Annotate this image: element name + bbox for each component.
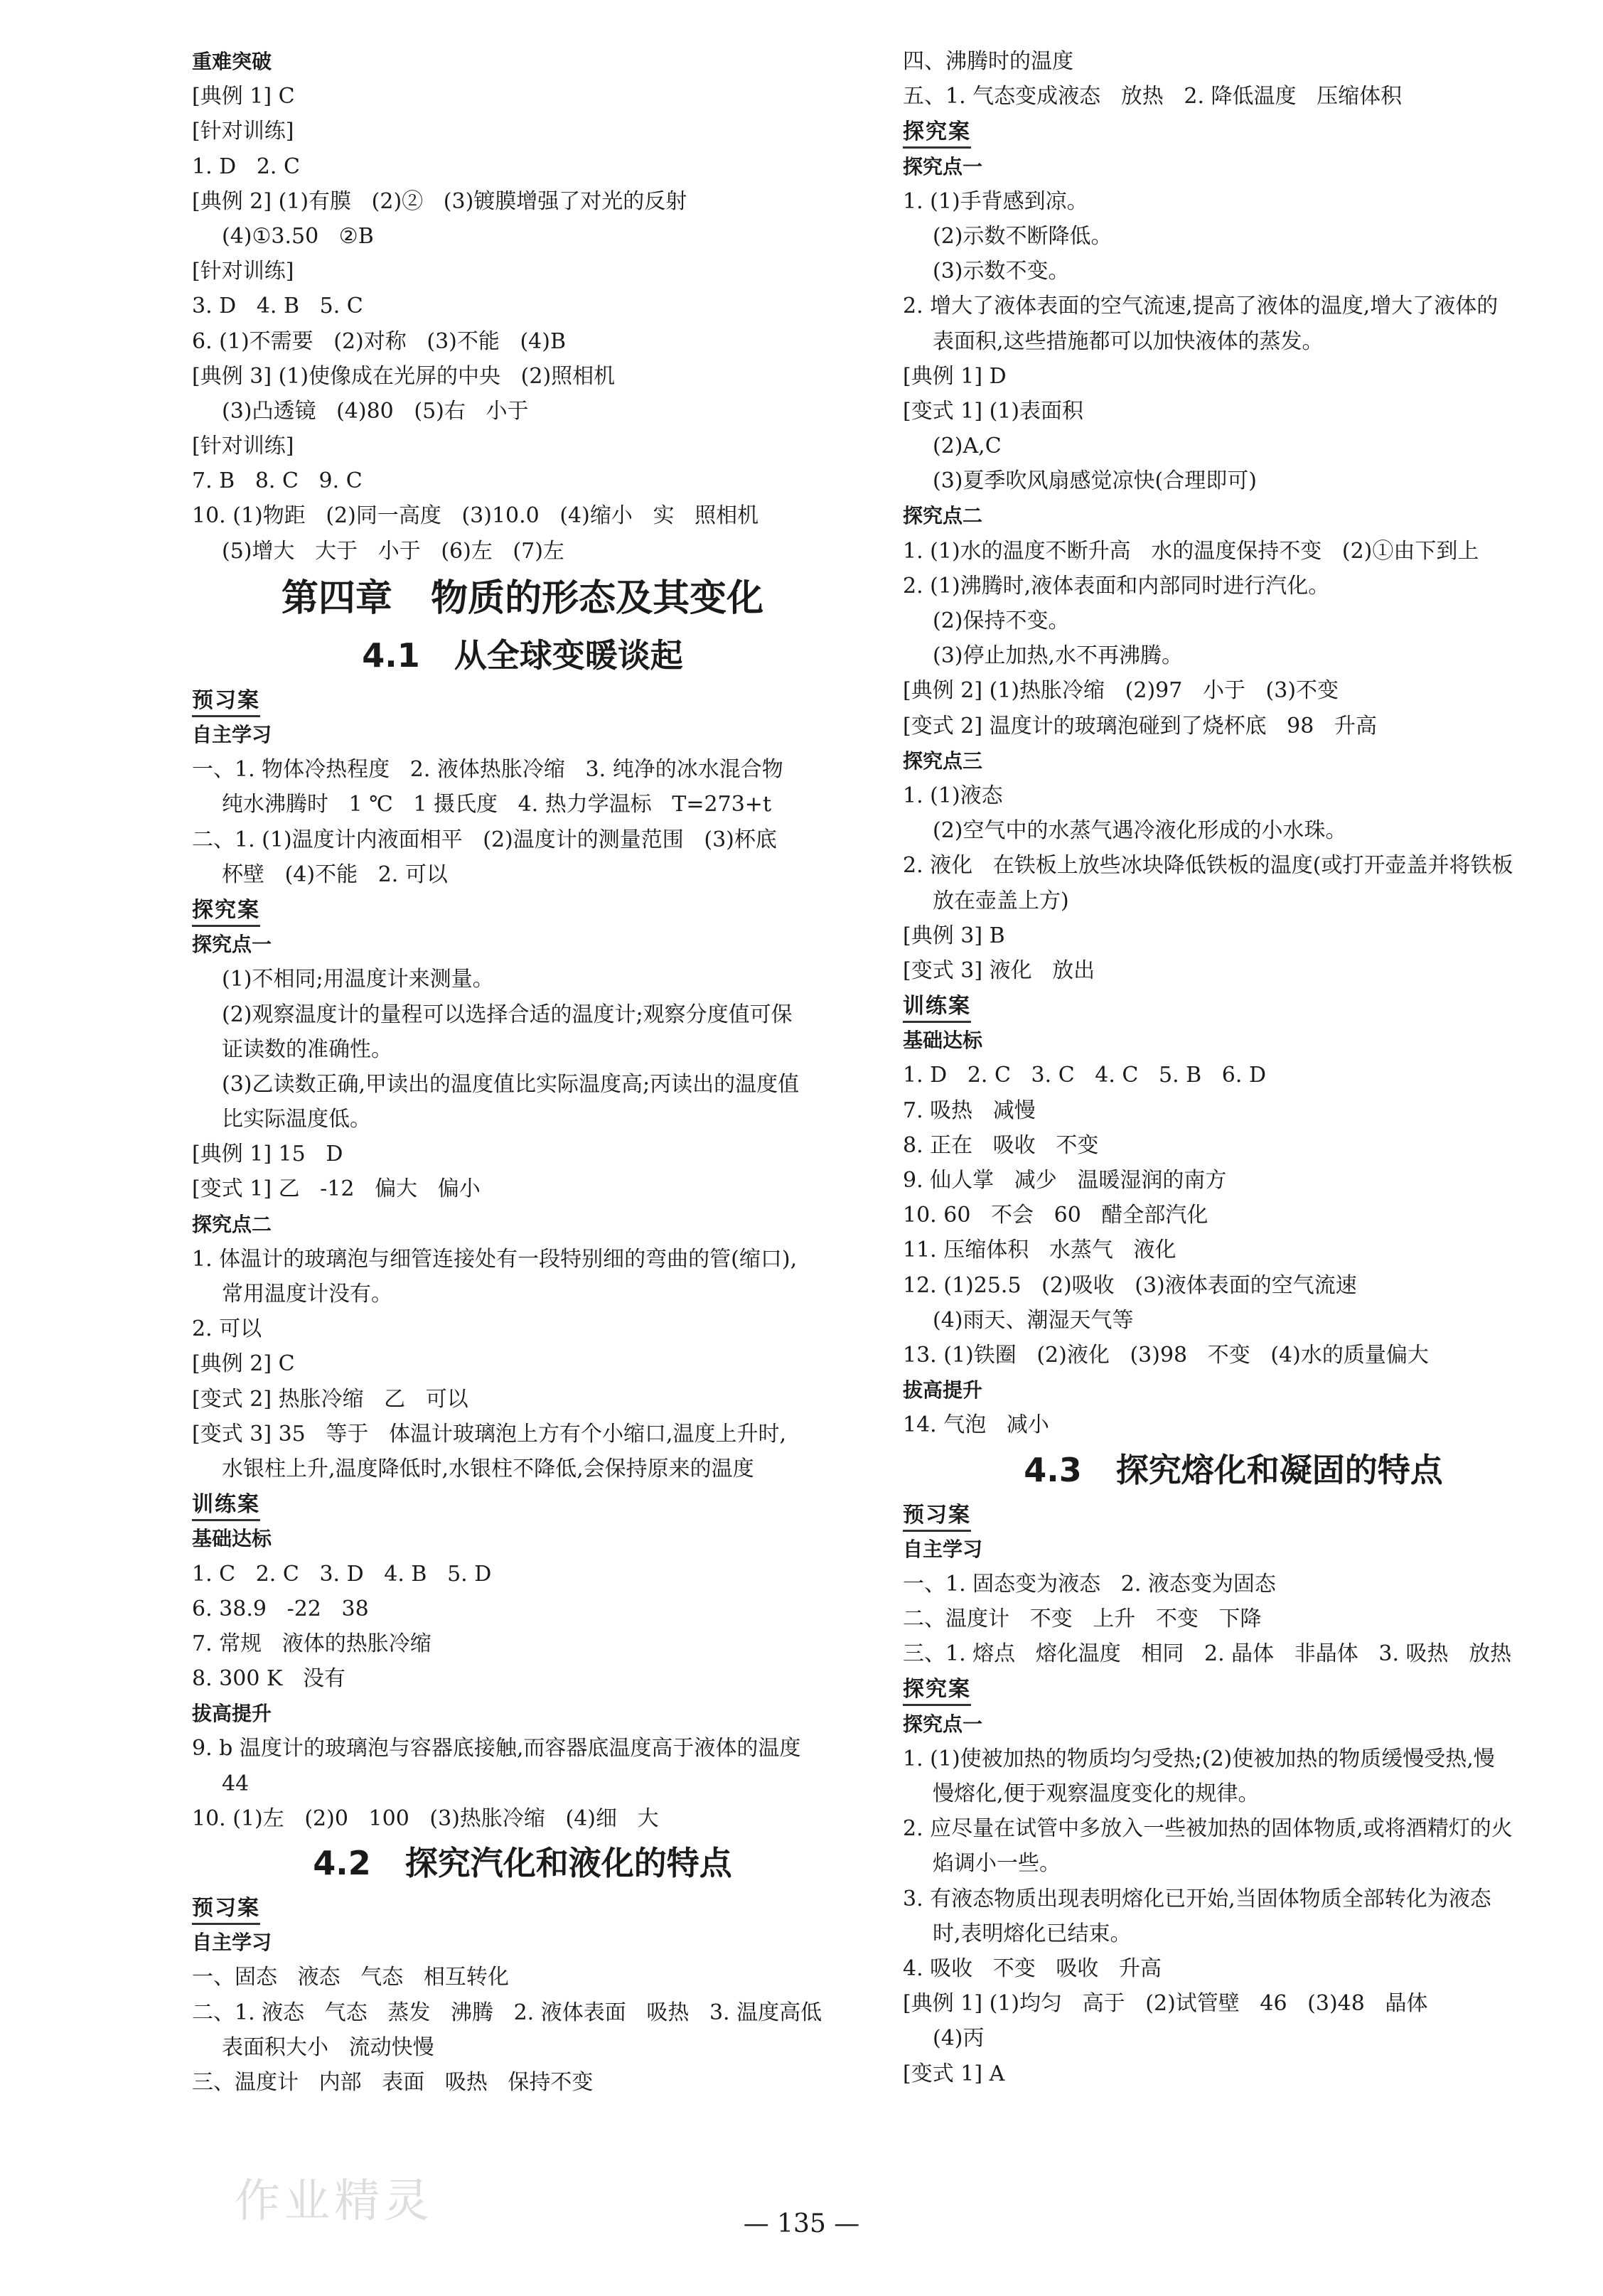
answer-line: 10. (1)左 (2)0 100 (3)热胀冷缩 (4)细 大: [192, 1806, 659, 1831]
left-column: [192, 44, 853, 2100]
answer-line: 证读数的准确性。: [222, 1036, 392, 1062]
answer-line: [典例 1] C: [192, 84, 295, 109]
answer-line: [针对训练]: [192, 434, 294, 459]
answer-line: [变式 1] A: [903, 2061, 1005, 2086]
answer-line: 8. 正在 吸收 不变: [903, 1132, 1099, 1158]
answer-line: 2. (1)沸腾时,液体表面和内部同时进行汽化。: [903, 573, 1330, 599]
subsection-heading: 自主学习: [192, 1931, 272, 1955]
answer-line: 1. (1)液态: [903, 783, 1003, 808]
answer-line: 常用温度计没有。: [222, 1282, 392, 1307]
subsection-heading: 拔高提升: [903, 1378, 983, 1402]
answer-line: [变式 2] 温度计的玻璃泡碰到了烧杯底 98 升高: [903, 713, 1377, 739]
answer-line: 2. 可以: [192, 1316, 262, 1342]
answer-line: [典例 2] (1)热胀冷缩 (2)97 小于 (3)不变: [903, 678, 1339, 704]
answer-line: [典例 3] (1)使像成在光屏的中央 (2)照相机: [192, 363, 616, 389]
answer-line: (3)示数不变。: [933, 259, 1070, 284]
section-title: 4.3 探究熔化和凝固的特点: [1024, 1450, 1443, 1489]
answer-line: (3)乙读数正确,甲读出的温度值比实际温度高;丙读出的温度值: [222, 1071, 800, 1097]
answer-line: 表面积大小 流动快慢: [222, 2034, 434, 2060]
answer-line: 1. (1)水的温度不断升高 水的温度保持不变 (2)①由下到上: [903, 538, 1479, 564]
answer-line: 4. 吸收 不变 吸收 升高: [903, 1956, 1162, 1981]
answer-line: (2)A,C: [933, 434, 1002, 459]
answer-line: 9. 仙人掌 减少 温暖湿润的南方: [903, 1168, 1227, 1193]
part-label-text: 预习案: [192, 1894, 260, 1925]
answer-line: [变式 3] 35 等于 体温计玻璃泡上方有个小缩口,温度上升时,: [192, 1421, 787, 1447]
subsection-heading: 自主学习: [903, 1537, 983, 1561]
answer-line: 6. (1)不需要 (2)对称 (3)不能 (4)B: [192, 328, 567, 354]
subsection-heading: 探究点一: [903, 1712, 983, 1736]
answer-line: 2. 增大了液体表面的空气流速,提高了液体的温度,增大了液体的: [903, 294, 1499, 319]
subsection-heading: 探究点二: [192, 1212, 272, 1236]
answer-line: 二、1. (1)温度计内液面相平 (2)温度计的测量范围 (3)杯底: [192, 827, 777, 852]
answer-line: (3)停止加热,水不再沸腾。: [933, 643, 1184, 669]
answer-line: 1. 体温计的玻璃泡与细管连接处有一段特别细的弯曲的管(缩口),: [192, 1246, 798, 1272]
answer-line: 10. 60 不会 60 醋全部汽化: [903, 1203, 1208, 1228]
part-label: [903, 1671, 1564, 1706]
answer-line: 10. (1)物距 (2)同一高度 (3)10.0 (4)缩小 实 照相机: [192, 503, 759, 529]
answer-line: 1. D 2. C: [192, 154, 300, 179]
page-number: — 135 —: [743, 2209, 860, 2238]
answer-line: 三、温度计 内部 表面 吸热 保持不变: [192, 2069, 594, 2095]
answer-line: 7. B 8. C 9. C: [192, 468, 363, 494]
part-label: [192, 1890, 853, 1925]
answer-line: 12. (1)25.5 (2)吸收 (3)液体表面的空气流速: [903, 1272, 1357, 1298]
answer-line: 纯水沸腾时 1 ℃ 1 摄氏度 4. 热力学温标 T=273+t: [222, 792, 771, 817]
answer-line: (3)夏季吹风扇感觉凉快(合理即可): [933, 468, 1257, 494]
part-label-text: 探究案: [903, 1675, 971, 1706]
part-label: [903, 1497, 1564, 1532]
part-label-text: 探究案: [903, 118, 971, 149]
answer-line: 7. 吸热 减慢: [903, 1098, 1036, 1123]
answer-line: 1. D 2. C 3. C 4. C 5. B 6. D: [903, 1063, 1267, 1088]
answer-line: 2. 液化 在铁板上放些冰块降低铁板的温度(或打开壶盖并将铁板: [903, 853, 1513, 879]
part-label: [192, 892, 853, 927]
answer-line: 2. 应尽量在试管中多放入一些被加热的固体物质,或将酒精灯的火: [903, 1816, 1513, 1842]
section-title: 4.2 探究汽化和液化的特点: [313, 1844, 732, 1882]
part-label: [903, 988, 1564, 1023]
answer-line: [典例 2] (1)有膜 (2)② (3)镀膜增强了对光的反射: [192, 188, 687, 214]
answer-line: 焰调小一些。: [933, 1851, 1061, 1877]
subsection-heading: 探究点二: [903, 504, 983, 528]
right-column: [903, 44, 1564, 2091]
answer-line: [典例 1] D: [903, 363, 1007, 389]
subsection-heading: 拔高提升: [192, 1702, 272, 1726]
answer-line: 1. (1)使被加热的物质均匀受热;(2)使被加热的物质缓慢受热,慢: [903, 1746, 1495, 1771]
subsection-heading: 探究点一: [903, 154, 983, 178]
part-label: [192, 682, 853, 717]
answer-line: 8. 300 K 没有: [192, 1666, 345, 1692]
part-label-text: 训练案: [192, 1491, 260, 1521]
part-label-text: 探究案: [192, 896, 260, 927]
subsection-heading: 探究点三: [903, 749, 983, 773]
part-label: [192, 1486, 853, 1521]
answer-line: [针对训练]: [192, 119, 294, 144]
answer-line: (1)不相同;用温度计来测量。: [222, 967, 494, 992]
answer-line: 7. 常规 液体的热胀冷缩: [192, 1631, 431, 1656]
subsection-heading: 重难突破: [192, 50, 272, 73]
part-label-text: 预习案: [192, 687, 260, 717]
subsection-heading: 探究点一: [192, 933, 272, 957]
answer-line: 放在壶盖上方): [933, 888, 1069, 913]
watermark: 作业精灵: [235, 2175, 434, 2228]
answer-line: 表面积,这些措施都可以加快液体的蒸发。: [933, 328, 1324, 354]
answer-line: 水银柱上升,温度降低时,水银柱不降低,会保持原来的温度: [222, 1456, 754, 1481]
subsection-heading: 基础达标: [192, 1527, 272, 1551]
answer-line: (4)①3.50 ②B: [222, 223, 374, 249]
answer-line: 3. 有液态物质出现表明熔化已开始,当固体物质全部转化为液态: [903, 1886, 1491, 1911]
answer-line: [典例 1] 15 D: [192, 1142, 343, 1167]
answer-line: 比实际温度低。: [222, 1107, 371, 1132]
answer-line: 11. 压缩体积 水蒸气 液化: [903, 1238, 1176, 1263]
answer-line: [变式 1] (1)表面积: [903, 398, 1084, 424]
answer-line: 44: [222, 1771, 250, 1796]
answer-line: 1. C 2. C 3. D 4. B 5. D: [192, 1561, 492, 1587]
answer-line: 慢熔化,便于观察温度变化的规律。: [933, 1781, 1260, 1806]
answer-line: 9. b 温度计的玻璃泡与容器底接触,而容器底温度高于液体的温度: [192, 1736, 801, 1761]
answer-line: [针对训练]: [192, 259, 294, 284]
answer-line: [变式 1] 乙 -12 偏大 偏小: [192, 1176, 481, 1202]
subsection-heading: 基础达标: [903, 1029, 983, 1053]
answer-line: [典例 1] (1)均匀 高于 (2)试管壁 46 (3)48 晶体: [903, 1991, 1428, 2017]
answer-line: (2)保持不变。: [933, 608, 1070, 633]
chapter-title: 第四章 物质的形态及其变化: [281, 576, 764, 620]
answer-line: 6. 38.9 -22 38: [192, 1596, 369, 1621]
section-title: 4.1 从全球变暖谈起: [362, 635, 683, 675]
part-label: [903, 114, 1564, 149]
answer-line: 时,表明熔化已结束。: [933, 1921, 1132, 1946]
answer-line: 二、温度计 不变 上升 不变 下降: [903, 1606, 1262, 1632]
answer-line: 杯壁 (4)不能 2. 可以: [222, 862, 448, 887]
answer-line: 1. (1)手背感到凉。: [903, 188, 1088, 214]
answer-line: (5)增大 大于 小于 (6)左 (7)左: [222, 538, 564, 564]
answer-line: [典例 2] C: [192, 1351, 295, 1377]
answer-line: [变式 3] 液化 放出: [903, 957, 1095, 983]
answer-line: 一、1. 固态变为液态 2. 液态变为固态: [903, 1571, 1276, 1597]
part-label-text: 训练案: [903, 992, 971, 1023]
answer-line: 13. (1)铁圈 (2)液化 (3)98 不变 (4)水的质量偏大: [903, 1342, 1429, 1368]
answer-line: (4)雨天、潮湿天气等: [933, 1307, 1134, 1333]
answer-line: [变式 2] 热胀冷缩 乙 可以: [192, 1386, 468, 1412]
answer-line: 五、1. 气态变成液态 放热 2. 降低温度 压缩体积: [903, 84, 1403, 109]
answer-line: (3)凸透镜 (4)80 (5)右 小于: [222, 398, 529, 424]
answer-line: (2)空气中的水蒸气遇冷液化形成的小水珠。: [933, 818, 1347, 844]
answer-line: 3. D 4. B 5. C: [192, 294, 363, 319]
answer-line: 14. 气泡 减小: [903, 1412, 1049, 1438]
answer-line: 一、固态 液态 气态 相互转化: [192, 1965, 509, 1990]
answer-line: (2)观察温度计的量程可以选择合适的温度计;观察分度值可保: [222, 1002, 793, 1027]
answer-line: 三、1. 熔点 熔化温度 相同 2. 晶体 非晶体 3. 吸热 放热: [903, 1641, 1512, 1667]
answer-line: (4)丙: [933, 2026, 985, 2051]
subsection-heading: 自主学习: [192, 723, 272, 746]
answer-line: 二、1. 液态 气态 蒸发 沸腾 2. 液体表面 吸热 3. 温度高低: [192, 2000, 822, 2025]
answer-line: 四、沸腾时的温度: [903, 49, 1073, 74]
answer-line: 一、1. 物体冷热程度 2. 液体热胀冷缩 3. 纯净的冰水混合物: [192, 757, 783, 783]
answer-line: [典例 3] B: [903, 923, 1005, 948]
answer-line: (2)示数不断降低。: [933, 223, 1113, 249]
part-label-text: 预习案: [903, 1501, 971, 1532]
